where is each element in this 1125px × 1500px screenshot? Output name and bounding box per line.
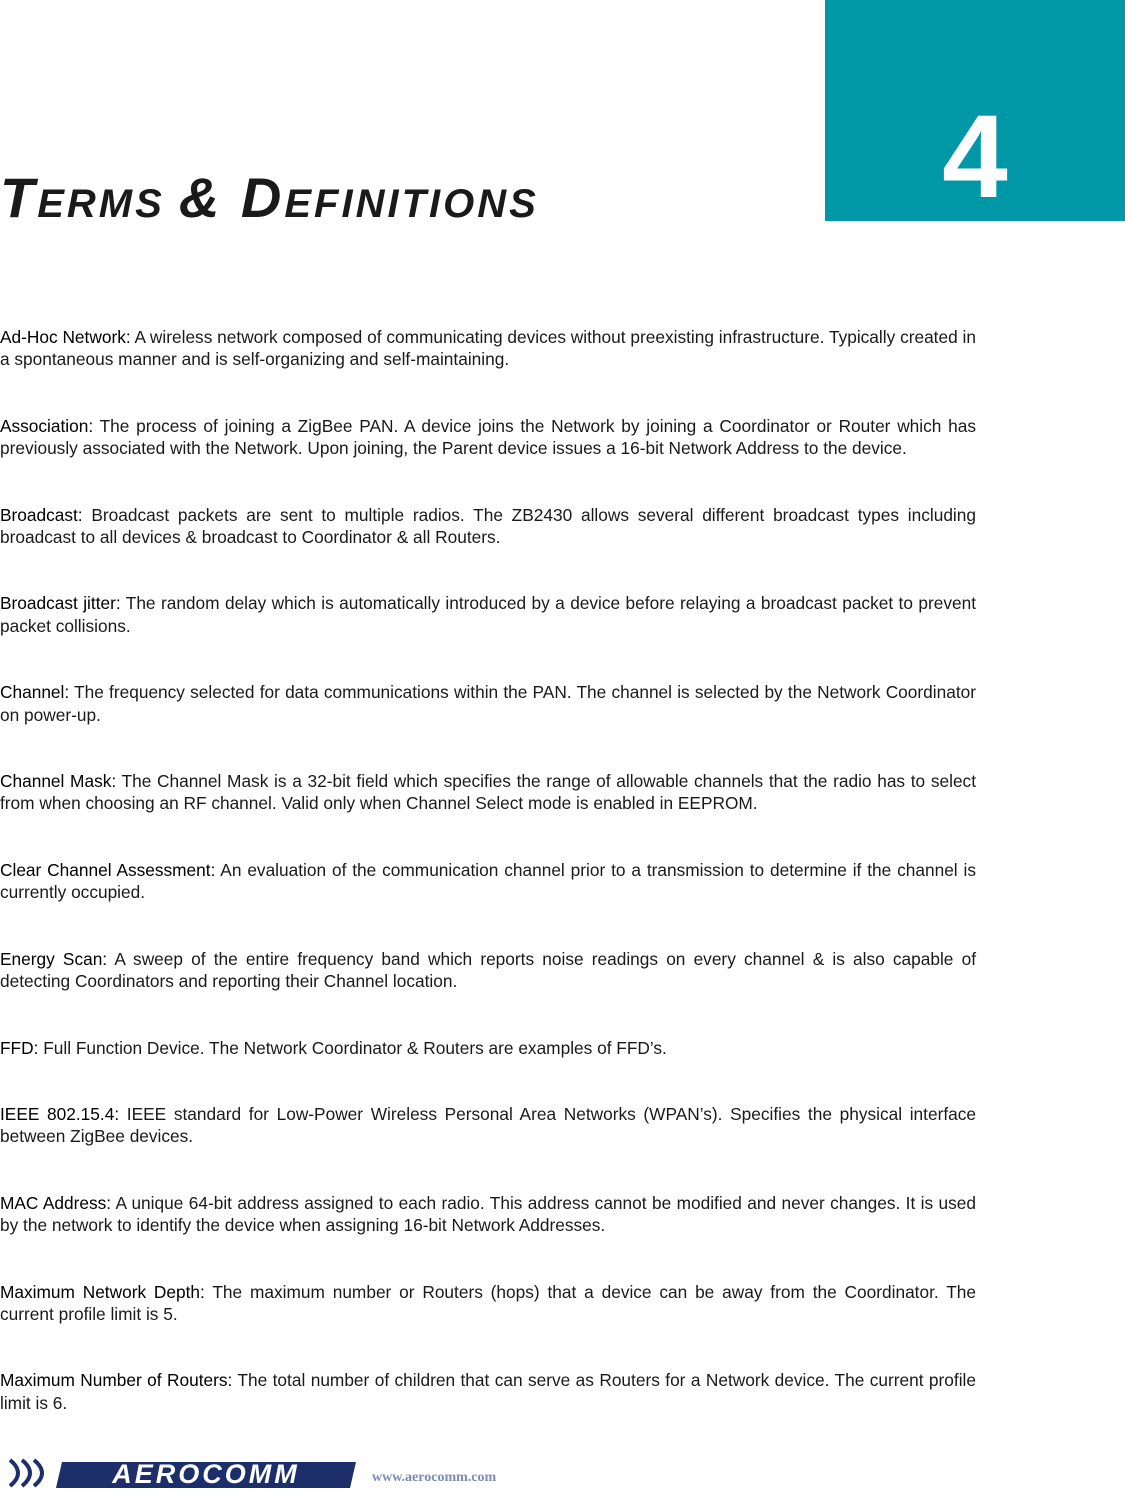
definition-maximum-number-of-routers	[0, 1369, 976, 1414]
definition-text: IEEE standard for Low-Power Wireless Personal Area Networks (WPAN’s). Specifies the physical interface between ZigBee devices.	[0, 1103, 976, 1147]
definition-text: The Channel Mask is a 32-bit field which specifies the range of allowable channels that the radio has to select from when choosing an RF channel. Valid only when Channel Select mode is enabled in EEPROM.	[0, 771, 976, 814]
aerocomm-logo	[0, 1452, 360, 1499]
page-title	[0, 165, 539, 230]
title-initial-t: T	[0, 166, 38, 229]
definition-clear-channel-assessment	[0, 859, 976, 904]
definition-text: The frequency selected for data communications within the PAN. The channel is selected by the Network Coordinator on power-up.	[0, 682, 976, 725]
chapter-number: 4	[942, 91, 1008, 223]
title-initial-d: D	[240, 166, 285, 229]
definition-text: A sweep of the entire frequency band which reports noise readings on every channel & is also capable of detecting Coordinators and reporting their Channel location.	[0, 948, 976, 992]
definition-channel-mask	[0, 770, 976, 815]
definition-channel	[0, 681, 976, 726]
definition-text: Full Function Device. The Network Coordinator & Routers are examples of FFD’s.	[38, 1037, 667, 1058]
definition-broadcast-jitter	[0, 592, 976, 637]
definition-energy-scan	[0, 948, 976, 993]
definition-term: IEEE 802.15.4:	[0, 1103, 120, 1124]
definition-term: Broadcast:	[0, 504, 83, 525]
definition-text: The maximum number or Routers (hops) that a device can be away from the Coordinator. The current profile limit is 5.	[0, 1281, 976, 1324]
title-part-erms: ERMS	[37, 182, 179, 226]
definition-text: The process of joining a ZigBee PAN. A device joins the Network by joining a Coordinator or Router which has previously associated with the Network. Upon joining, the Parent device issues a 16-bit Network Address to the device.	[0, 415, 976, 459]
definition-term: Association:	[0, 415, 94, 436]
definition-term: Channel Mask:	[0, 771, 117, 792]
title-ampersand: &	[178, 166, 241, 229]
definition-ffd	[0, 1037, 976, 1059]
definition-broadcast	[0, 504, 976, 549]
definition-term: Clear Channel Assessment:	[0, 859, 216, 880]
definition-association	[0, 415, 976, 460]
definition-text: A unique 64-bit address assigned to each radio. This address cannot be modified and never changes. It is used by the network to identify the device when assigning 16-bit Network Addresses.	[0, 1192, 977, 1236]
definition-term: Energy Scan:	[0, 948, 108, 969]
chapter-tab	[825, 0, 1125, 221]
definition-term: Ad-Hoc Network:	[0, 327, 131, 347]
definition-term: FFD:	[0, 1037, 39, 1058]
definition-term: Channel:	[0, 682, 70, 703]
definition-ad-hoc-network	[0, 326, 976, 371]
definition-term: Maximum Network Depth:	[0, 1281, 205, 1302]
definition-term: Broadcast jitter:	[0, 593, 121, 614]
definitions-list	[0, 326, 976, 1414]
definition-maximum-network-depth	[0, 1281, 976, 1326]
definition-text: The total number of children that can serve as Routers for a Network device. The current profile limit is 6.	[0, 1370, 976, 1413]
definition-term: Maximum Number of Routers:	[0, 1370, 233, 1391]
definition-mac-address	[0, 1192, 976, 1237]
aerocomm-logo-graphic	[0, 1452, 360, 1494]
definition-text: A wireless network composed of communicating devices without preexisting infrastructure. Typically created in a spontaneous manner and is self-organizing and self-maintaining.	[0, 327, 976, 370]
title-part-efinitions: EFINITIONS	[284, 182, 539, 226]
definition-text: Broadcast packets are sent to multiple radios. The ZB2430 allows several different broadcast types including broadcast to all devices & broadcast to Coordinator & all Routers.	[0, 504, 976, 548]
definition-text: The random delay which is automatically introduced by a device before relaying a broadcast packet to prevent packet collisions.	[0, 593, 976, 636]
definition-ieee-802-15-4	[0, 1103, 976, 1148]
definition-text: An evaluation of the communication channel prior to a transmission to determine if the channel is currently occupied.	[0, 859, 976, 903]
definition-term: MAC Address:	[0, 1192, 112, 1213]
footer-url: www.aerocomm.com	[372, 1470, 497, 1485]
logo-wordmark: AEROCOMM	[112, 1459, 300, 1489]
